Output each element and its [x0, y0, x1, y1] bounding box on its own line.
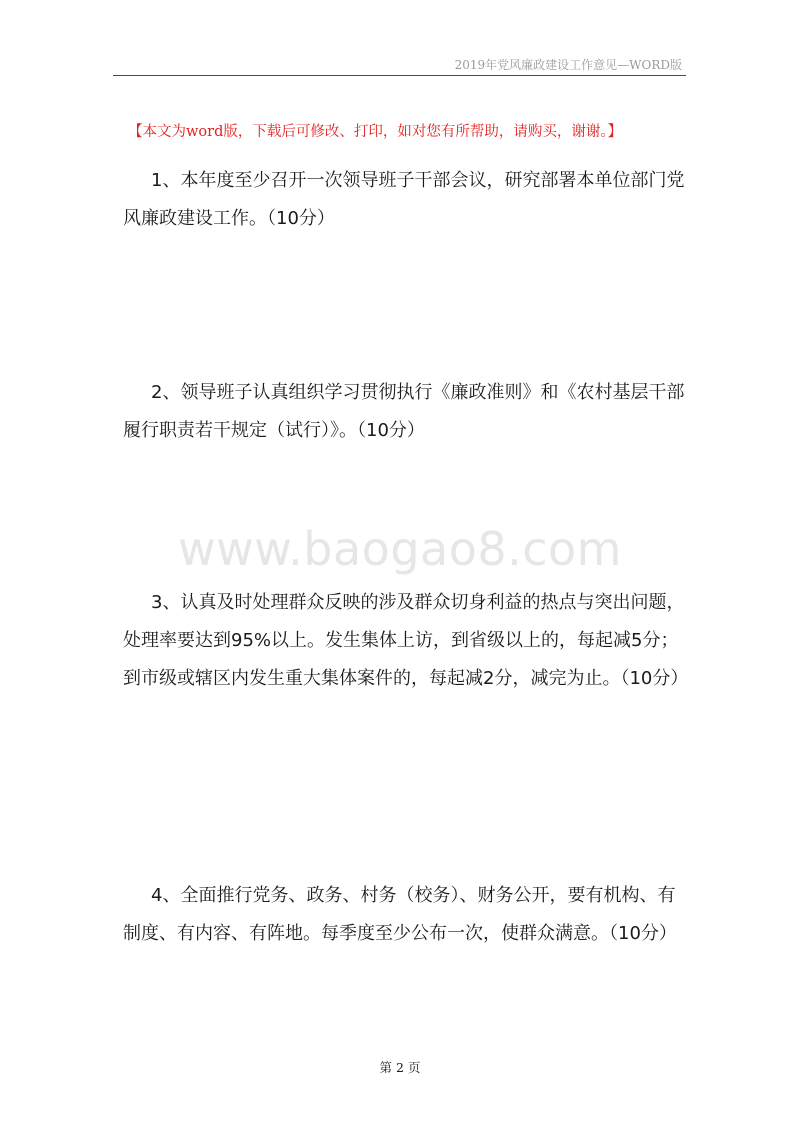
header-divider [113, 75, 686, 76]
download-notice: 【本文为word版，下载后可修改、打印，如对您有所帮助，请购买，谢谢。】 [128, 124, 623, 140]
page-number: 第 2 页 [379, 1060, 421, 1075]
paragraph-item-3: 3、认真及时处理群众反映的涉及群众切身利益的热点与突出问题，处理率要达到95%以上。发生集体上访，到省级以上的，每起减5分；到市级或辖区内发生重大集体案件的，每起减2分，减完为止。（10分） [123, 592, 689, 689]
header-title: 2019年党风廉政建设工作意见—WORD版 [454, 58, 682, 72]
paragraph-item-2: 2、领导班子认真组织学习贯彻执行《廉政准则》和《农村基层干部履行职责若干规定（试行）》。（10分） [123, 382, 685, 441]
paragraph-item-4: 4、全面推行党务、政务、村务（校务）、财务公开，要有机构、有制度、有内容、有阵地。每季度至少公布一次，使群众满意。（10分） [123, 885, 677, 944]
watermark-text: www.baogao8.com [178, 522, 622, 576]
paragraph-item-1: 1、本年度至少召开一次领导班子干部会议，研究部署本单位部门党风廉政建设工作。（10分） [123, 170, 685, 229]
